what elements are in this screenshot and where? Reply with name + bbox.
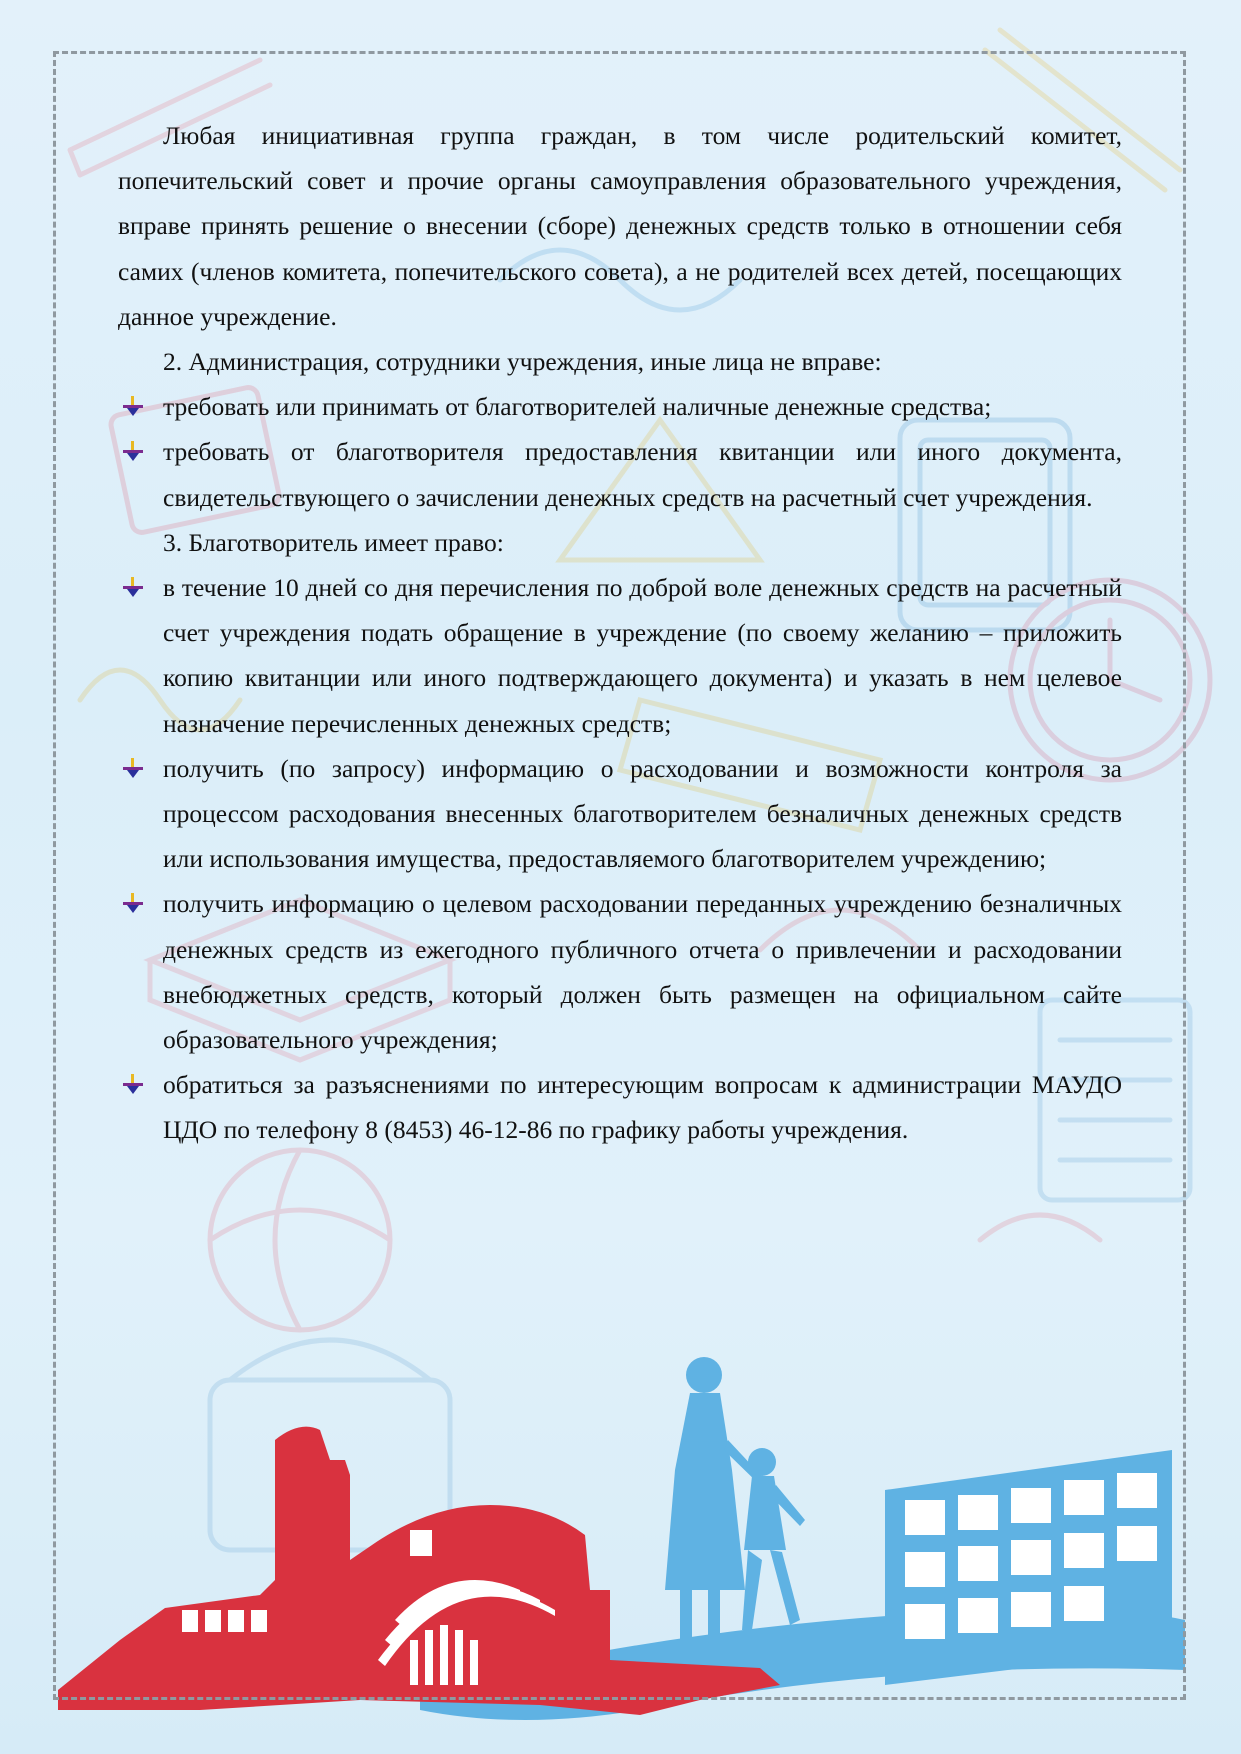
section-3-list bbox=[118, 565, 1122, 1153]
list-item bbox=[118, 746, 1122, 882]
arrow-down-bullet-icon bbox=[122, 892, 144, 914]
section-3-heading: 3. Благотворитель имеет право: bbox=[163, 527, 504, 557]
list-item-text: обратиться за разъяснениями по интересующим вопросам к администрации МАУДО ЦДО по телефону 8 (8453) 46-12-86 по графику работы учреждения. bbox=[163, 1070, 1122, 1145]
section-2-heading: 2. Администрация, сотрудники учреждения, иные лица не вправе: bbox=[163, 347, 882, 377]
list-item bbox=[118, 429, 1122, 519]
arrow-down-bullet-icon bbox=[122, 576, 144, 598]
document-body bbox=[118, 113, 1122, 1153]
list-item bbox=[118, 384, 1122, 429]
list-item bbox=[118, 1062, 1122, 1152]
section-2-list bbox=[118, 384, 1122, 520]
list-item bbox=[118, 881, 1122, 1062]
list-item-text: требовать от благотворителя предоставления квитанции или иного документа, свидетельствующего о зачислении денежных средств на расчетный счет учреждения. bbox=[163, 437, 1122, 512]
arrow-down-bullet-icon bbox=[122, 757, 144, 779]
list-item-text: получить (по запросу) информацию о расходовании и возможности контроля за процессом расходования внесенных благотворителем безналичных денежных средств или использования имущества, предоставляемого благотворителем учреждению; bbox=[163, 753, 1122, 874]
arrow-down-bullet-icon bbox=[122, 395, 144, 417]
intro-paragraph: Любая инициативная группа граждан, в том числе родительский комитет, попечительский совет и прочие органы самоуправления образовательного учреждения, вправе принять решение о внесении (сборе) денежных средств только в отношении себя самих (членов комитета, попечительского совета), а не родителей всех детей, посещающих данное учреждение. bbox=[118, 121, 1122, 331]
list-item-text: требовать или принимать от благотворителей наличные денежные средства; bbox=[163, 392, 992, 422]
list-item-text: в течение 10 дней со дня перечисления по доброй воле денежных средств на расчетный счет учреждения подать обращение в учреждение (по своему желанию – приложить копию квитанции или иного подтверждающего документа) и указать в нем целевое назначение перечисленных денежных средств; bbox=[163, 573, 1122, 738]
list-item bbox=[118, 565, 1122, 746]
arrow-down-bullet-icon bbox=[122, 440, 144, 462]
list-item-text: получить информацию о целевом расходовании переданных учреждению безналичных денежных средств из ежегодного публичного отчета о привлечении и расходовании внебюджетных средств, который должен быть размещен на официальном сайте образовательного учреждения; bbox=[163, 889, 1122, 1055]
arrow-down-bullet-icon bbox=[122, 1073, 144, 1095]
